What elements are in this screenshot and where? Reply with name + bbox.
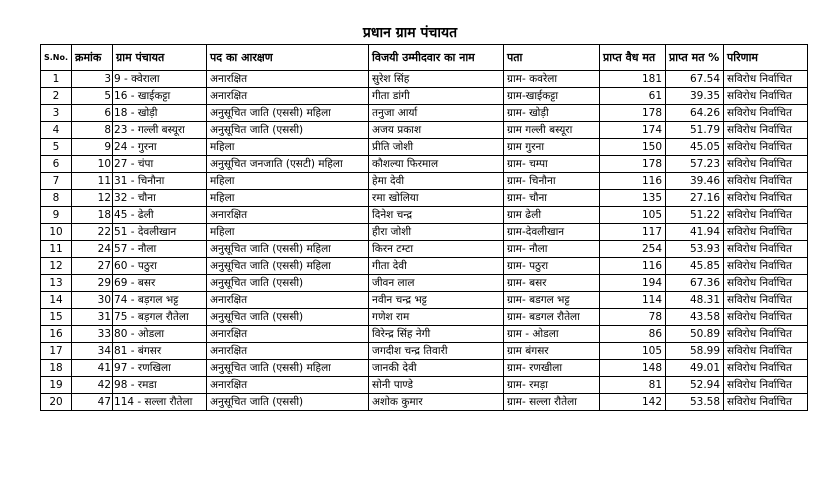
cell-gram-panchayat: 60 - पठुरा [113, 258, 207, 275]
cell-vaidh-mat: 194 [600, 275, 666, 292]
cell-mat-pratishat: 43.58 [666, 309, 724, 326]
cell-sno: 13 [41, 275, 72, 292]
cell-mat-pratishat: 51.22 [666, 207, 724, 224]
cell-vijayi-naam: गीता देवी [369, 258, 504, 275]
cell-parinam: सविरोध निर्वाचित [724, 394, 808, 411]
cell-kramank: 42 [72, 377, 113, 394]
header-vijayi-naam: विजयी उम्मीदवार का नाम [369, 45, 504, 71]
cell-mat-pratishat: 67.54 [666, 71, 724, 88]
cell-sno: 1 [41, 71, 72, 88]
header-vaidh-mat: प्राप्त वैध मत [600, 45, 666, 71]
cell-sno: 16 [41, 326, 72, 343]
cell-mat-pratishat: 45.85 [666, 258, 724, 275]
cell-vijayi-naam: जीवन लाल [369, 275, 504, 292]
cell-sno: 8 [41, 190, 72, 207]
cell-parinam: सविरोध निर्वाचित [724, 326, 808, 343]
header-kramank: क्रमांक [72, 45, 113, 71]
cell-gram-panchayat: 16 - खाईकट्टा [113, 88, 207, 105]
cell-sno: 6 [41, 156, 72, 173]
table-row [41, 241, 808, 258]
cell-vijayi-naam: हीरा जोशी [369, 224, 504, 241]
cell-vijayi-naam: गणेश राम [369, 309, 504, 326]
cell-kramank: 30 [72, 292, 113, 309]
table-row [41, 275, 808, 292]
header-sno: S.No. [41, 45, 72, 71]
cell-vaidh-mat: 105 [600, 343, 666, 360]
cell-arakshan: महिला [207, 173, 369, 190]
cell-sno: 18 [41, 360, 72, 377]
cell-sno: 14 [41, 292, 72, 309]
cell-parinam: सविरोध निर्वाचित [724, 122, 808, 139]
table-row [41, 309, 808, 326]
cell-gram-panchayat: 98 - रमडा [113, 377, 207, 394]
cell-arakshan: अनुसूचित जनजाति (एसटी) महिला [207, 156, 369, 173]
cell-vijayi-naam: गीता डांगी [369, 88, 504, 105]
cell-vijayi-naam: प्रीति जोशी [369, 139, 504, 156]
cell-kramank: 8 [72, 122, 113, 139]
cell-vijayi-naam: विरेन्द्र सिंह नेगी [369, 326, 504, 343]
cell-arakshan: अनारक्षित [207, 326, 369, 343]
cell-mat-pratishat: 39.35 [666, 88, 724, 105]
cell-mat-pratishat: 49.01 [666, 360, 724, 377]
cell-pata: ग्राम गुरना [504, 139, 600, 156]
cell-vijayi-naam: जगदीश चन्द्र तिवारी [369, 343, 504, 360]
cell-parinam: सविरोध निर्वाचित [724, 105, 808, 122]
cell-kramank: 34 [72, 343, 113, 360]
cell-parinam: सविरोध निर्वाचित [724, 292, 808, 309]
cell-kramank: 24 [72, 241, 113, 258]
cell-vaidh-mat: 116 [600, 258, 666, 275]
cell-pata: ग्राम - ओडला [504, 326, 600, 343]
cell-pata: ग्राम- चिनौना [504, 173, 600, 190]
cell-parinam: सविरोध निर्वाचित [724, 207, 808, 224]
cell-mat-pratishat: 48.31 [666, 292, 724, 309]
cell-kramank: 47 [72, 394, 113, 411]
cell-vijayi-naam: अजय प्रकाश [369, 122, 504, 139]
header-parinam: परिणाम [724, 45, 808, 71]
cell-gram-panchayat: 81 - बंगसर [113, 343, 207, 360]
cell-pata: ग्राम- चम्पा [504, 156, 600, 173]
cell-vijayi-naam: कौशल्या फिरमाल [369, 156, 504, 173]
cell-kramank: 10 [72, 156, 113, 173]
cell-pata: ग्राम- बसर [504, 275, 600, 292]
cell-vijayi-naam: दिनेश चन्द्र [369, 207, 504, 224]
cell-gram-panchayat: 74 - बड़गल भट्ट [113, 292, 207, 309]
cell-kramank: 3 [72, 71, 113, 88]
cell-arakshan: अनारक्षित [207, 207, 369, 224]
cell-vaidh-mat: 142 [600, 394, 666, 411]
cell-gram-panchayat: 9 - क्वेराला [113, 71, 207, 88]
cell-gram-panchayat: 75 - बड़गल रौतेला [113, 309, 207, 326]
cell-vijayi-naam: तनुजा आर्या [369, 105, 504, 122]
cell-vijayi-naam: किरन टम्टा [369, 241, 504, 258]
cell-mat-pratishat: 57.23 [666, 156, 724, 173]
cell-gram-panchayat: 18 - खोड़ी [113, 105, 207, 122]
cell-vijayi-naam: नवीन चन्द्र भट्ट [369, 292, 504, 309]
cell-parinam: सविरोध निर्वाचित [724, 377, 808, 394]
cell-parinam: सविरोध निर्वाचित [724, 224, 808, 241]
cell-kramank: 31 [72, 309, 113, 326]
table-row [41, 173, 808, 190]
cell-gram-panchayat: 24 - गुरना [113, 139, 207, 156]
cell-gram-panchayat: 114 - सल्ला रौतेला [113, 394, 207, 411]
cell-pata: ग्राम बंगसर [504, 343, 600, 360]
cell-pata: ग्राम गल्ली बस्यूरा [504, 122, 600, 139]
cell-arakshan: अनारक्षित [207, 377, 369, 394]
table-row [41, 105, 808, 122]
cell-sno: 11 [41, 241, 72, 258]
cell-mat-pratishat: 41.94 [666, 224, 724, 241]
cell-kramank: 41 [72, 360, 113, 377]
cell-gram-panchayat: 31 - चिनौना [113, 173, 207, 190]
cell-mat-pratishat: 53.58 [666, 394, 724, 411]
cell-vijayi-naam: सोनी पाण्डे [369, 377, 504, 394]
cell-vaidh-mat: 61 [600, 88, 666, 105]
cell-parinam: सविरोध निर्वाचित [724, 139, 808, 156]
cell-parinam: सविरोध निर्वाचित [724, 275, 808, 292]
cell-pata: ग्राम- पठुरा [504, 258, 600, 275]
cell-vaidh-mat: 116 [600, 173, 666, 190]
cell-kramank: 29 [72, 275, 113, 292]
cell-kramank: 9 [72, 139, 113, 156]
cell-parinam: सविरोध निर्वाचित [724, 258, 808, 275]
cell-vaidh-mat: 81 [600, 377, 666, 394]
cell-mat-pratishat: 64.26 [666, 105, 724, 122]
cell-vijayi-naam: सुरेश सिंह [369, 71, 504, 88]
cell-pata: ग्राम- कवरेला [504, 71, 600, 88]
cell-kramank: 11 [72, 173, 113, 190]
cell-gram-panchayat: 23 - गल्ली बस्यूरा [113, 122, 207, 139]
cell-sno: 9 [41, 207, 72, 224]
table-row [41, 343, 808, 360]
cell-pata: ग्राम- बडगल भट्ट [504, 292, 600, 309]
cell-vaidh-mat: 150 [600, 139, 666, 156]
header-pata: पता [504, 45, 600, 71]
cell-gram-panchayat: 80 - ओडला [113, 326, 207, 343]
cell-sno: 15 [41, 309, 72, 326]
cell-vaidh-mat: 181 [600, 71, 666, 88]
cell-parinam: सविरोध निर्वाचित [724, 309, 808, 326]
cell-kramank: 27 [72, 258, 113, 275]
cell-arakshan: महिला [207, 190, 369, 207]
cell-pata: ग्राम- चौना [504, 190, 600, 207]
page-title: प्रधान ग्राम पंचायत [362, 25, 458, 41]
cell-mat-pratishat: 50.89 [666, 326, 724, 343]
cell-vijayi-naam: अशोक कुमार [369, 394, 504, 411]
cell-arakshan: अनुसूचित जाति (एससी) [207, 275, 369, 292]
cell-sno: 5 [41, 139, 72, 156]
cell-sno: 7 [41, 173, 72, 190]
cell-sno: 19 [41, 377, 72, 394]
cell-mat-pratishat: 39.46 [666, 173, 724, 190]
cell-kramank: 18 [72, 207, 113, 224]
cell-arakshan: अनारक्षित [207, 88, 369, 105]
table-row [41, 88, 808, 105]
cell-vaidh-mat: 117 [600, 224, 666, 241]
cell-vaidh-mat: 254 [600, 241, 666, 258]
table-row [41, 292, 808, 309]
cell-sno: 20 [41, 394, 72, 411]
table-row [41, 207, 808, 224]
cell-arakshan: अनुसूचित जाति (एससी) [207, 122, 369, 139]
cell-arakshan: अनुसूचित जाति (एससी) महिला [207, 258, 369, 275]
cell-kramank: 22 [72, 224, 113, 241]
cell-pata: ग्राम-देवलीखान [504, 224, 600, 241]
cell-vaidh-mat: 114 [600, 292, 666, 309]
cell-kramank: 33 [72, 326, 113, 343]
results-table [40, 44, 808, 411]
cell-gram-panchayat: 32 - चौना [113, 190, 207, 207]
cell-vaidh-mat: 148 [600, 360, 666, 377]
cell-parinam: सविरोध निर्वाचित [724, 71, 808, 88]
cell-kramank: 5 [72, 88, 113, 105]
cell-vaidh-mat: 105 [600, 207, 666, 224]
cell-mat-pratishat: 53.93 [666, 241, 724, 258]
cell-sno: 10 [41, 224, 72, 241]
cell-gram-panchayat: 51 - देवलीखान [113, 224, 207, 241]
cell-pata: ग्राम- सल्ला रौतेला [504, 394, 600, 411]
cell-mat-pratishat: 45.05 [666, 139, 724, 156]
cell-vaidh-mat: 178 [600, 105, 666, 122]
cell-pata: ग्राम- रमड़ा [504, 377, 600, 394]
table-row [41, 139, 808, 156]
table-row [41, 326, 808, 343]
cell-parinam: सविरोध निर्वाचित [724, 88, 808, 105]
cell-pata: ग्राम- रणखीला [504, 360, 600, 377]
cell-parinam: सविरोध निर्वाचित [724, 173, 808, 190]
header-mat-pratishat: प्राप्त मत % [666, 45, 724, 71]
cell-parinam: सविरोध निर्वाचित [724, 343, 808, 360]
cell-mat-pratishat: 27.16 [666, 190, 724, 207]
cell-arakshan: महिला [207, 139, 369, 156]
cell-mat-pratishat: 52.94 [666, 377, 724, 394]
cell-mat-pratishat: 51.79 [666, 122, 724, 139]
cell-arakshan: अनुसूचित जाति (एससी) महिला [207, 105, 369, 122]
cell-pata: ग्राम- नौला [504, 241, 600, 258]
cell-gram-panchayat: 27 - चंपा [113, 156, 207, 173]
table-row [41, 156, 808, 173]
cell-arakshan: महिला [207, 224, 369, 241]
cell-parinam: सविरोध निर्वाचित [724, 156, 808, 173]
table-row [41, 394, 808, 411]
cell-vijayi-naam: रमा खोलिया [369, 190, 504, 207]
cell-arakshan: अनारक्षित [207, 343, 369, 360]
cell-sno: 3 [41, 105, 72, 122]
cell-parinam: सविरोध निर्वाचित [724, 190, 808, 207]
cell-parinam: सविरोध निर्वाचित [724, 241, 808, 258]
cell-arakshan: अनारक्षित [207, 71, 369, 88]
cell-mat-pratishat: 67.36 [666, 275, 724, 292]
table-row [41, 377, 808, 394]
cell-vaidh-mat: 78 [600, 309, 666, 326]
cell-gram-panchayat: 69 - बसर [113, 275, 207, 292]
cell-gram-panchayat: 97 - रणखिला [113, 360, 207, 377]
cell-mat-pratishat: 58.99 [666, 343, 724, 360]
cell-sno: 2 [41, 88, 72, 105]
cell-vaidh-mat: 174 [600, 122, 666, 139]
cell-arakshan: अनुसूचित जाति (एससी) महिला [207, 360, 369, 377]
table-row [41, 122, 808, 139]
cell-arakshan: अनुसूचित जाति (एससी) [207, 309, 369, 326]
cell-kramank: 6 [72, 105, 113, 122]
cell-vaidh-mat: 86 [600, 326, 666, 343]
cell-pata: ग्राम-खाईकट्टा [504, 88, 600, 105]
cell-arakshan: अनुसूचित जाति (एससी) महिला [207, 241, 369, 258]
cell-pata: ग्राम- बडगल रौतेला [504, 309, 600, 326]
cell-pata: ग्राम- खोड़ी [504, 105, 600, 122]
cell-vaidh-mat: 135 [600, 190, 666, 207]
header-gram-panchayat: ग्राम पंचायत [113, 45, 207, 71]
cell-pata: ग्राम ढेली [504, 207, 600, 224]
table-row [41, 71, 808, 88]
cell-sno: 12 [41, 258, 72, 275]
cell-vijayi-naam: जानकी देवी [369, 360, 504, 377]
table-row [41, 190, 808, 207]
cell-vijayi-naam: हेमा देवी [369, 173, 504, 190]
cell-gram-panchayat: 57 - नौला [113, 241, 207, 258]
table-row [41, 258, 808, 275]
cell-sno: 17 [41, 343, 72, 360]
cell-gram-panchayat: 45 - ढेली [113, 207, 207, 224]
table-row [41, 224, 808, 241]
cell-vaidh-mat: 178 [600, 156, 666, 173]
header-arakshan: पद का आरक्षण [207, 45, 369, 71]
cell-sno: 4 [41, 122, 72, 139]
table-header-row [41, 45, 808, 71]
cell-parinam: सविरोध निर्वाचित [724, 360, 808, 377]
cell-arakshan: अनारक्षित [207, 292, 369, 309]
cell-kramank: 12 [72, 190, 113, 207]
table-row [41, 360, 808, 377]
cell-arakshan: अनुसूचित जाति (एससी) [207, 394, 369, 411]
